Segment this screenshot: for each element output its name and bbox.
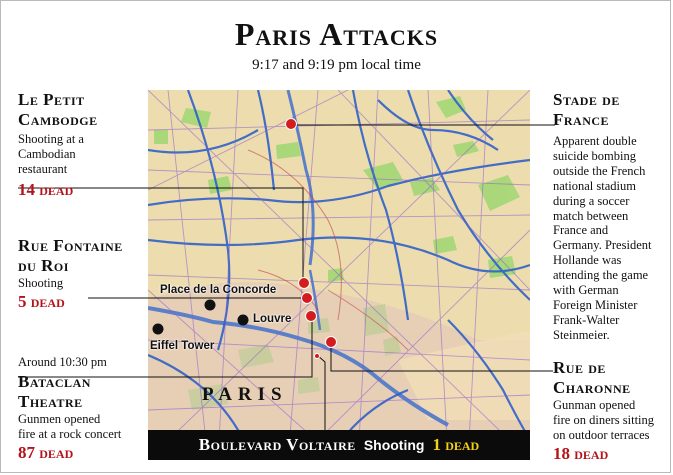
petit-cambodge-name-line1: Le Petit [18,90,85,109]
charonne-deaths: 18 dead [553,444,609,463]
bataclan-deaths: 87 dead [18,443,74,462]
bataclan-desc-2: fire at a rock concert [18,427,122,441]
voltaire-banner [148,430,530,460]
stade-desc-line: Steinmeier. [553,327,610,342]
page-subtitle: 9:17 and 9:19 pm local time [252,57,421,73]
stade-desc-line: with German [553,283,619,297]
charonne-name-line1: Rue de [553,358,606,377]
attack-marker-voltaire [315,354,320,359]
stade-desc-line: outside the French [553,163,646,178]
stade-desc-line: suicide bombing [553,148,636,163]
petit-cambodge-desc-1: Shooting at a [18,132,84,146]
landmark-label-eiffel: Eiffel Tower [150,340,215,352]
stade-desc-line: Germany. President [553,238,652,253]
stade-desc-line: attending the game [553,268,649,283]
attack-marker-bataclan [306,311,317,322]
landmark-marker-concorde [205,300,216,311]
charonne-name-line2: Charonne [553,378,631,397]
stade-desc-line: during a soccer [553,193,630,208]
bataclan-desc-1: Gunmen opened [18,412,101,426]
voltaire-deaths: 1 dead [432,435,480,454]
attack-marker-petit-cambodge [299,278,310,289]
fontaine-desc: Shooting [18,276,64,290]
voltaire-name: Boulevard Voltaire [198,435,356,454]
leader-charonne [331,343,553,371]
landmark-marker-eiffel [153,324,164,335]
stade-desc-line: Apparent double [553,134,637,148]
stade-name-line1: Stade de [553,90,620,109]
stade-desc-line: Foreign Minister [553,297,638,312]
stade-desc-line: Frank-Walter [553,312,620,327]
bataclan-time: Around 10:30 pm [18,355,107,369]
fontaine-deaths: 5 dead [18,292,65,311]
bataclan-name-line2: Theatre [18,392,83,411]
attack-marker-fontaine [302,293,313,304]
map-city-label: PARIS [202,384,288,405]
voltaire-type: Shooting [363,437,425,453]
bataclan-name-line1: Bataclan [18,372,91,391]
landmark-label-louvre: Louvre [253,313,292,325]
attack-marker-stade [286,119,297,130]
fontaine-name-line1: Rue Fontaine [18,236,123,255]
charonne-desc-1: Gunman opened [553,398,636,412]
page-title: Paris Attacks [234,16,439,52]
fontaine-name-line2: du Roi [18,256,69,275]
leader-voltaire [317,355,325,430]
stade-desc-line: Hollande was [553,253,622,268]
petit-cambodge-desc-3: restaurant [18,162,68,176]
stade-name-line2: France [553,110,610,129]
landmark-marker-louvre [238,315,249,326]
stade-desc-line: national stadium [553,178,636,193]
landmark-label-concorde: Place de la Concorde [160,284,277,296]
charonne-desc-2: fire on diners sitting [553,413,655,427]
petit-cambodge-desc-2: Cambodian [18,147,76,161]
attack-marker-charonne [326,337,337,348]
petit-cambodge-name-line2: Cambodge [18,110,98,129]
petit-cambodge-deaths: 14 dead [18,180,74,199]
stade-desc-line: match between [553,208,629,223]
charonne-desc-3: on outdoor terraces [553,428,650,442]
stade-desc-line: France and [553,223,609,238]
